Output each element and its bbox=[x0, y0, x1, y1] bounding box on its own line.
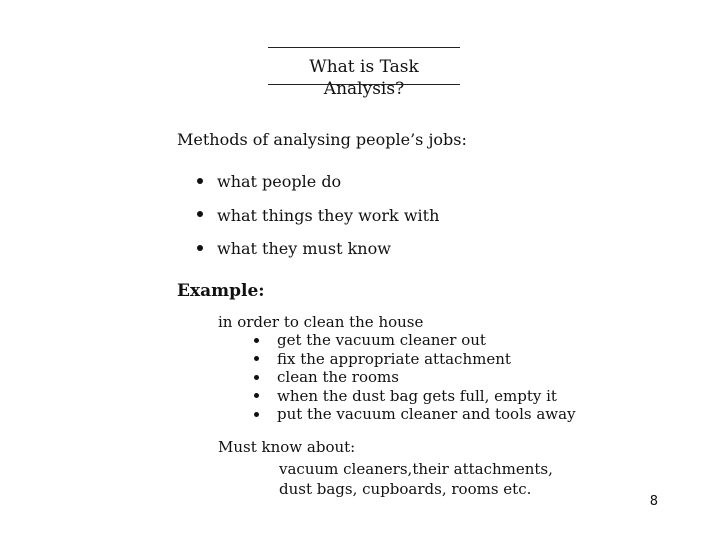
bullet-icon bbox=[254, 375, 259, 380]
method-text: what people do bbox=[217, 172, 342, 191]
list-item bbox=[197, 205, 439, 239]
bullet-icon bbox=[197, 245, 203, 251]
example-steps-list bbox=[254, 331, 576, 424]
slide-title: What is Task Analysis? bbox=[309, 57, 419, 99]
bullet-icon bbox=[197, 178, 203, 184]
list-item bbox=[254, 368, 576, 387]
bullet-icon bbox=[254, 338, 259, 343]
list-item bbox=[197, 238, 439, 272]
step-text: put the vacuum cleaner and tools away bbox=[277, 405, 576, 423]
page-number: 8 bbox=[649, 494, 658, 509]
must-know-line: vacuum cleaners,their attachments, bbox=[279, 460, 553, 478]
must-know-text bbox=[279, 459, 553, 499]
method-text: what things they work with bbox=[217, 205, 440, 225]
must-know-line: dust bags, cupboards, rooms etc. bbox=[279, 480, 532, 498]
methods-intro: Methods of analysing people’s jobs: bbox=[177, 130, 467, 149]
bullet-icon bbox=[197, 211, 203, 217]
list-item bbox=[254, 331, 576, 350]
title-rule-top bbox=[268, 47, 460, 48]
must-know-heading: Must know about: bbox=[218, 438, 356, 456]
methods-list bbox=[197, 171, 439, 272]
bullet-icon bbox=[254, 412, 259, 417]
step-text: when the dust bag gets full, empty it bbox=[277, 386, 557, 405]
bullet-icon bbox=[254, 356, 259, 361]
step-text: clean the rooms bbox=[277, 368, 399, 386]
list-item bbox=[254, 350, 576, 369]
list-item bbox=[254, 387, 576, 406]
step-text: fix the appropriate attachment bbox=[277, 349, 511, 368]
example-heading: Example: bbox=[177, 281, 265, 301]
bullet-icon bbox=[254, 393, 259, 398]
method-text: what they must know bbox=[217, 239, 391, 258]
list-item bbox=[254, 405, 576, 424]
example-intro: in order to clean the house bbox=[218, 313, 424, 331]
list-item bbox=[197, 171, 439, 205]
step-text: get the vacuum cleaner out bbox=[277, 331, 486, 349]
title-rule-bottom bbox=[268, 84, 460, 85]
